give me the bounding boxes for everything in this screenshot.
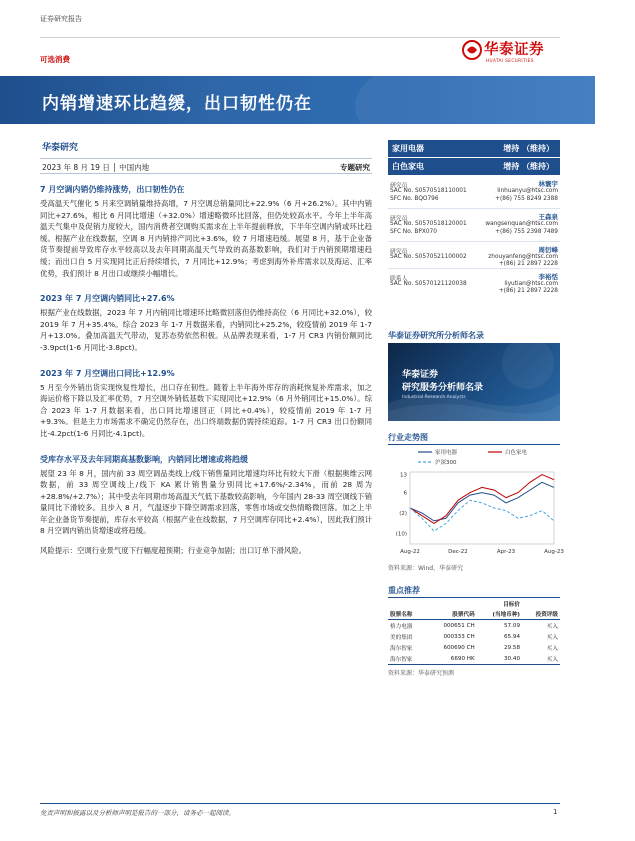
analyst-sfc: SFC No. BPX070	[390, 229, 437, 235]
recommend-heading: 重点推荐	[388, 586, 420, 595]
risk-note: 风险提示：空调行业景气度下行幅度超预期；行业竞争加剧；出口订单下滑风险。	[40, 546, 307, 556]
promo-line-3: Industrial Research Analysts	[402, 395, 466, 400]
analyst-sac: SAC No. S0570121120038	[390, 281, 467, 287]
promo-line-2: 研究服务分析师名录	[402, 383, 484, 393]
section-body: 根据产业在线数据，2023 年 7 月内销同比增速环比略微回落但仍维持高位（6 月同比+32.0%），较 2019 年 7 月+35.4%。综合 2023 年 1-7 月数据来看，内销同比+25.2%，较疫情前 2019 年 1-7 月+13.0%。叠加高温天气带动，复苏态势依然积极。从品牌表现来看，1-7 月 CR3 内销份额同比 -3.9pct(1-6 月同比-3.8pct)。	[40, 308, 372, 352]
col-name: 股票名称	[390, 612, 413, 618]
col-price-bottom: (当地币种)	[492, 612, 520, 618]
analyst-email[interactable]: linhuanyu@htsc.com	[497, 188, 558, 194]
analyst-role: 研究员	[390, 216, 408, 222]
analyst-phone: +(86) 755 8249 2388	[495, 196, 558, 202]
analyst-name: 李裕恬	[538, 273, 558, 281]
analyst-card	[388, 209, 560, 242]
plot-frame	[410, 472, 554, 544]
y-tick-label: (2)	[399, 511, 407, 518]
series-line-2	[410, 475, 554, 524]
stock-name: 格力电器	[390, 623, 413, 630]
report-kind: 专题研究	[340, 163, 370, 172]
analyst-email[interactable]: wangsenquan@htsc.com	[485, 221, 558, 227]
rating-sector: 家用电器	[392, 144, 424, 153]
date-row	[40, 158, 372, 174]
stock-code: 000333 CH	[443, 633, 475, 640]
analyst-name: 周衍峰	[538, 246, 558, 254]
analyst-role: 联系人	[390, 276, 408, 282]
ratings-panel	[388, 140, 560, 296]
report-type-label: 证券研究报告	[40, 15, 82, 23]
analyst-card	[388, 176, 560, 209]
analyst-directory-heading: 华泰证券研究所分析师名录	[388, 331, 484, 340]
recommend-table	[388, 599, 560, 665]
section-heading: 2023 年 7 月空调内销同比+27.6%	[40, 294, 175, 304]
x-tick-label: Aug-23	[544, 549, 564, 555]
trend-heading: 行业走势图	[388, 433, 428, 442]
trend-chart	[388, 444, 564, 564]
section-body: 5 月至今外销出货实现恢复性增长，出口存在韧性。随着上半年海外库存的消耗恢复补库需求，加之海运价格下降以及汇率优势，7 月空调外销低基数下实现同比+12.9%（6 月外销同比+15.0%）。综合 2023 年 1-7 月数据来看，出口同比增速回正（同比+0.4%），较疫情前 2019 年 1-7 月+9.3%。但是主力市场需求不确定仍然存在，出口终端数据仍需持续追踪。1-7 月 CR3 出口份额同比-4.2pct(1-6 月同比-4.1pct)。	[40, 382, 372, 438]
stock-code: 000651 CH	[443, 622, 475, 629]
footer-divider	[40, 803, 560, 804]
rating-sector: 白色家电	[392, 162, 424, 171]
y-tick-label: 6	[403, 490, 407, 497]
promo-line-1: 华泰证券	[402, 370, 439, 380]
table-row	[388, 631, 560, 642]
analyst-sac: SAC No. S0570518120001	[390, 221, 467, 227]
stock-code: 6690 HK	[450, 655, 475, 662]
recommend-divider	[388, 597, 560, 598]
sector-tag: 可选消费	[40, 55, 70, 64]
section-heading: 2023 年 7 月空调出口同比+12.9%	[40, 368, 175, 378]
stock-name: 海尔智家	[390, 656, 413, 663]
page-number: 1	[553, 808, 558, 816]
stock-rating: 买入	[546, 656, 558, 663]
analyst-email[interactable]: liyutian@htsc.com	[504, 281, 558, 287]
analyst-card	[388, 242, 560, 269]
col-code: 股票代码	[452, 612, 475, 618]
stock-rating: 买入	[546, 623, 558, 630]
section-body: 展望 23 年 8 月，国内前 33 周空调品类线上/线下销售量同比增速均环比有较大下滑（根据奥维云网数据，前 33 周空调线上/线下 KA 累计销售量分别同比+17.6%/-2.34%，而前 28 周为+28.8%/+2.7%）；其中受去年同期市场高温天气低下基数较高影响，今年国内 28-33 周空调线下销量同比下滑较多。且步入 8 月，气温逐步下降空调需求回落，零售市场或交热情略微回落。加之上半年企业备货节奏提前，库存水平较高（根据产业在线数据，7 月空调库存同比+2.4%），因此我们预计 8 月空调内销出货增速或将趋缓。	[40, 468, 372, 536]
legend-label: 白色家电	[505, 450, 528, 456]
analyst-name: 王森泉	[538, 213, 558, 221]
analyst-sfc: SFC No. BQO796	[390, 196, 439, 202]
table-row	[388, 642, 560, 653]
x-tick-label: Aug-22	[400, 549, 420, 555]
analyst-role: 研究员	[390, 183, 408, 189]
analyst-phone: +(86) 21 2897 2228	[498, 261, 558, 267]
analyst-name: 林寰宇	[538, 180, 558, 188]
rating-value: 增持 （维持）	[503, 144, 554, 153]
analyst-directory-banner[interactable]	[388, 343, 560, 421]
legend-label: 家用电器	[435, 450, 458, 456]
y-tick-label: (10)	[395, 531, 407, 538]
report-title: 内销增速环比趋缓，出口韧性仍在	[42, 94, 312, 114]
stock-price: 30.40	[503, 655, 520, 662]
recommend-source: 资料来源：华泰研究预测	[388, 670, 455, 677]
section-heading: 受库存水平及去年同期高基数影响，内销同比增速或将趋缓	[40, 454, 248, 464]
section-heading: 7 月空调内销仍维持涨势，出口韧性仍在	[40, 185, 185, 194]
rating-value: 增持 （维持）	[503, 162, 554, 171]
x-tick-label: Dec-22	[448, 549, 468, 555]
main-content	[40, 184, 372, 557]
stock-rating: 买入	[546, 645, 558, 652]
analyst-card	[388, 269, 560, 296]
rating-row	[388, 140, 560, 157]
brand-label: 华泰研究	[42, 143, 79, 153]
analyst-role: 研究员	[390, 249, 408, 255]
table-row	[388, 620, 560, 632]
col-rating: 投资评级	[535, 612, 558, 618]
recommend-table-wrap	[388, 599, 560, 677]
y-tick-label: 13	[400, 472, 407, 479]
analyst-phone: +(86) 755 2398 7489	[495, 229, 558, 235]
stock-price: 65.94	[503, 633, 520, 640]
stock-rating: 买入	[546, 634, 558, 641]
title-banner	[0, 76, 595, 124]
stock-name: 美的集团	[390, 634, 413, 641]
analyst-sac: SAC No. S0570521100002	[390, 254, 467, 260]
analyst-sac: SAC No. S0570518110001	[390, 188, 467, 194]
rating-row	[388, 158, 560, 175]
stock-price: 29.58	[503, 644, 520, 651]
stock-code: 600690 CH	[443, 644, 475, 651]
table-row	[388, 653, 560, 665]
col-price-top: 目标价	[503, 602, 520, 608]
analyst-phone: +(86) 21 2897 2228	[498, 288, 558, 294]
footer-disclaimer: 免责声明和披露以及分析师声明是报告的一部分，请务必一起阅读。	[40, 809, 235, 817]
section-body: 受高温天气催化 5 月来空调销量维持高增，7 月空调总销量同比+22.9%（6 月+26.2%）。其中内销同比+27.6%，相比 6 月同比增速（+32.0%）增速略微环比回落，但仍处较高水平。今年上半年高温天气集中及促销力度较大，国内消费者空调购买需求在上半年提前释放，下半年空调内销或环比趋缓。根据产业在线数据，空调 8 月内销排产同比+3.6%，较 7 月增速趋缓。展望 8 月，基于企业备货节奏提前导致库存水平较高以及去年同期高温天气导致的高基数影响，我们对于内销预期增速趋缓；而出口自 5 月实现同比正后持续增长，7 月同比+12.9%；考虑到海外补库需求以及海运、汇率优势，我们预计 8 月出口或继续小幅增长。	[40, 199, 372, 278]
series-line-3	[410, 500, 554, 531]
report-date: 2023 年 8 月 19 日 │ 中国内地	[42, 163, 150, 172]
trend-chart-svg	[388, 444, 564, 564]
x-tick-label: Apr-23	[496, 549, 516, 555]
analyst-email[interactable]: zhouyanfeng@htsc.com	[488, 254, 558, 260]
legend-label: 沪深300	[435, 460, 457, 466]
trend-source: 资料来源：Wind，华泰研究	[388, 565, 464, 572]
stock-price: 57.09	[503, 622, 520, 629]
stock-name: 海尔智家	[390, 645, 413, 652]
